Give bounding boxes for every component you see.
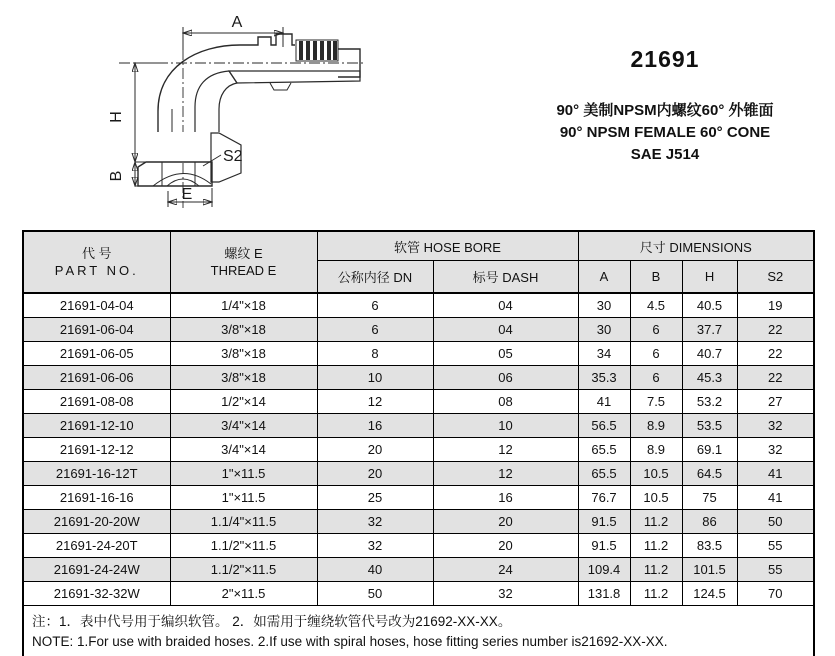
cell-thread: 1.1/4"×11.5 — [170, 510, 317, 534]
cell-part-no: 21691-06-06 — [23, 366, 170, 390]
col-header-part-no-en: PART NO. — [54, 263, 139, 278]
cell-dash: 05 — [433, 342, 578, 366]
cell-dash: 08 — [433, 390, 578, 414]
title-english: 90° NPSM FEMALE 60° CONE — [559, 124, 771, 141]
cell-part-no: 21691-04-04 — [23, 293, 170, 318]
cell-part-no: 21691-16-16 — [23, 486, 170, 510]
col-header-part-no-cn: 代 号 — [81, 246, 112, 261]
standard-reference: SAE J514 — [630, 146, 700, 163]
cell-part-no: 21691-06-04 — [23, 318, 170, 342]
table-notes — [23, 606, 814, 656]
cell-dim-b: 6 — [630, 318, 682, 342]
cell-thread: 3/8"×18 — [170, 366, 317, 390]
cell-dim-b: 10.5 — [630, 486, 682, 510]
cell-dim-b: 11.2 — [630, 558, 682, 582]
cell-dim-s2: 32 — [737, 414, 814, 438]
cell-dim-s2: 22 — [737, 366, 814, 390]
col-header-hose-bore: 软管 HOSE BORE — [317, 231, 578, 261]
table-row — [23, 510, 814, 534]
cell-thread: 1/2"×14 — [170, 390, 317, 414]
dim-label-s2: S2 — [223, 148, 243, 165]
note-english: NOTE: 1.For use with braided hoses. 2.If use with spiral hoses, hose fitting series number is21692-XX-XX. — [32, 634, 668, 649]
cell-dim-h: 37.7 — [682, 318, 737, 342]
cell-dash: 04 — [433, 293, 578, 318]
table-row — [23, 414, 814, 438]
cell-thread: 1"×11.5 — [170, 486, 317, 510]
table-row — [23, 438, 814, 462]
cell-dash: 12 — [433, 462, 578, 486]
cell-dim-s2: 22 — [737, 318, 814, 342]
cell-dim-h: 53.2 — [682, 390, 737, 414]
table-row — [23, 534, 814, 558]
dim-label-e: E — [181, 186, 193, 203]
cell-thread: 1.1/2"×11.5 — [170, 558, 317, 582]
cell-dash: 10 — [433, 414, 578, 438]
cell-dim-b: 8.9 — [630, 414, 682, 438]
cell-dim-a: 109.4 — [578, 558, 630, 582]
table-row — [23, 582, 814, 606]
cell-dn: 50 — [317, 582, 433, 606]
cell-dim-a: 30 — [578, 318, 630, 342]
cell-dn: 8 — [317, 342, 433, 366]
cell-dim-b: 10.5 — [630, 462, 682, 486]
cell-dim-a: 56.5 — [578, 414, 630, 438]
cell-dash: 24 — [433, 558, 578, 582]
cell-dim-s2: 41 — [737, 486, 814, 510]
cell-dim-a: 65.5 — [578, 438, 630, 462]
dimension-e — [168, 186, 212, 207]
cell-dim-h: 69.1 — [682, 438, 737, 462]
table-row — [23, 486, 814, 510]
col-header-dimensions: 尺寸 DIMENSIONS — [578, 231, 814, 261]
cell-dim-h: 75 — [682, 486, 737, 510]
cell-dim-b: 11.2 — [630, 534, 682, 558]
cell-dash: 20 — [433, 510, 578, 534]
cell-dim-h: 53.5 — [682, 414, 737, 438]
cell-dim-s2: 32 — [737, 438, 814, 462]
cell-dim-a: 30 — [578, 293, 630, 318]
table-row — [23, 366, 814, 390]
cell-dim-a: 76.7 — [578, 486, 630, 510]
cell-dn: 16 — [317, 414, 433, 438]
dim-label-h: H — [108, 111, 125, 123]
cell-dim-h: 40.5 — [682, 293, 737, 318]
cell-dn: 12 — [317, 390, 433, 414]
cell-thread: 3/8"×18 — [170, 318, 317, 342]
cell-dim-s2: 55 — [737, 534, 814, 558]
col-header-dash: 标号 DASH — [433, 261, 578, 294]
cell-thread: 1.1/2"×11.5 — [170, 534, 317, 558]
note-chinese: 注：1．表中代号用于编织软管。 2．如需用于缠绕软管代号改为21692-XX-XX。 — [32, 614, 512, 629]
cell-part-no: 21691-08-08 — [23, 390, 170, 414]
cell-dim-s2: 22 — [737, 342, 814, 366]
cell-dash: 32 — [433, 582, 578, 606]
dimension-h — [108, 63, 158, 162]
cell-dim-b: 4.5 — [630, 293, 682, 318]
fitting-drawing — [15, 5, 415, 223]
table-body — [23, 293, 814, 606]
cell-dn: 6 — [317, 318, 433, 342]
cell-thread: 3/8"×18 — [170, 342, 317, 366]
cell-dim-s2: 55 — [737, 558, 814, 582]
cell-dim-h: 45.3 — [682, 366, 737, 390]
series-code: 21691 — [630, 46, 700, 72]
cell-part-no: 21691-32-32W — [23, 582, 170, 606]
cell-dim-s2: 70 — [737, 582, 814, 606]
col-header-a: A — [578, 261, 630, 294]
table-row — [23, 342, 814, 366]
col-header-part-no — [23, 231, 170, 293]
dim-label-b: B — [108, 170, 125, 182]
cell-dim-a: 91.5 — [578, 534, 630, 558]
cell-part-no: 21691-12-10 — [23, 414, 170, 438]
cell-part-no: 21691-20-20W — [23, 510, 170, 534]
cell-thread: 2"×11.5 — [170, 582, 317, 606]
cell-dim-h: 86 — [682, 510, 737, 534]
cell-dim-b: 6 — [630, 342, 682, 366]
cell-part-no: 21691-16-12T — [23, 462, 170, 486]
cell-dim-a: 35.3 — [578, 366, 630, 390]
cell-dash: 16 — [433, 486, 578, 510]
cell-dim-s2: 41 — [737, 462, 814, 486]
cell-dn: 10 — [317, 366, 433, 390]
cell-dim-a: 131.8 — [578, 582, 630, 606]
col-header-h: H — [682, 261, 737, 294]
cell-dim-s2: 19 — [737, 293, 814, 318]
cell-dim-h: 64.5 — [682, 462, 737, 486]
cell-dim-b: 11.2 — [630, 510, 682, 534]
cell-thread: 3/4"×14 — [170, 414, 317, 438]
cell-dim-a: 91.5 — [578, 510, 630, 534]
cell-part-no: 21691-12-12 — [23, 438, 170, 462]
cell-dash: 04 — [433, 318, 578, 342]
cell-dim-h: 83.5 — [682, 534, 737, 558]
cell-dash: 06 — [433, 366, 578, 390]
cell-dim-h: 124.5 — [682, 582, 737, 606]
cell-dash: 20 — [433, 534, 578, 558]
cell-dim-h: 40.7 — [682, 342, 737, 366]
cell-dash: 12 — [433, 438, 578, 462]
cell-thread: 1"×11.5 — [170, 462, 317, 486]
table-row — [23, 462, 814, 486]
cell-dn: 20 — [317, 462, 433, 486]
cell-dim-h: 101.5 — [682, 558, 737, 582]
cell-dn: 40 — [317, 558, 433, 582]
cell-dim-a: 34 — [578, 342, 630, 366]
cell-dim-b: 6 — [630, 366, 682, 390]
table-row — [23, 390, 814, 414]
cell-dim-b: 11.2 — [630, 582, 682, 606]
dim-label-a: A — [231, 14, 243, 31]
cell-part-no: 21691-24-20T — [23, 534, 170, 558]
cell-dn: 32 — [317, 510, 433, 534]
cell-dim-s2: 50 — [737, 510, 814, 534]
cell-dn: 25 — [317, 486, 433, 510]
fitting-body — [138, 34, 360, 186]
cell-dim-s2: 27 — [737, 390, 814, 414]
table-header — [23, 231, 814, 293]
title-chinese: 90° 美制NPSM内螺纹60° 外锥面 — [556, 102, 774, 119]
spec-table — [22, 230, 815, 656]
cell-thread: 1/4"×18 — [170, 293, 317, 318]
cell-part-no: 21691-06-05 — [23, 342, 170, 366]
col-header-thread-cn: 螺纹 E — [224, 246, 263, 261]
title-block — [495, 46, 835, 166]
cell-dim-a: 65.5 — [578, 462, 630, 486]
col-header-dn: 公称内径 DN — [317, 261, 433, 294]
cell-dn: 32 — [317, 534, 433, 558]
table-row — [23, 318, 814, 342]
cell-dn: 20 — [317, 438, 433, 462]
cell-dim-b: 7.5 — [630, 390, 682, 414]
cell-part-no: 21691-24-24W — [23, 558, 170, 582]
col-header-thread — [170, 231, 317, 293]
table-row — [23, 293, 814, 318]
col-header-thread-en: THREAD E — [210, 263, 277, 278]
col-header-b: B — [630, 261, 682, 294]
table-row — [23, 558, 814, 582]
cell-thread: 3/4"×14 — [170, 438, 317, 462]
col-header-s2: S2 — [737, 261, 814, 294]
cell-dim-b: 8.9 — [630, 438, 682, 462]
cell-dim-a: 41 — [578, 390, 630, 414]
cell-dn: 6 — [317, 293, 433, 318]
